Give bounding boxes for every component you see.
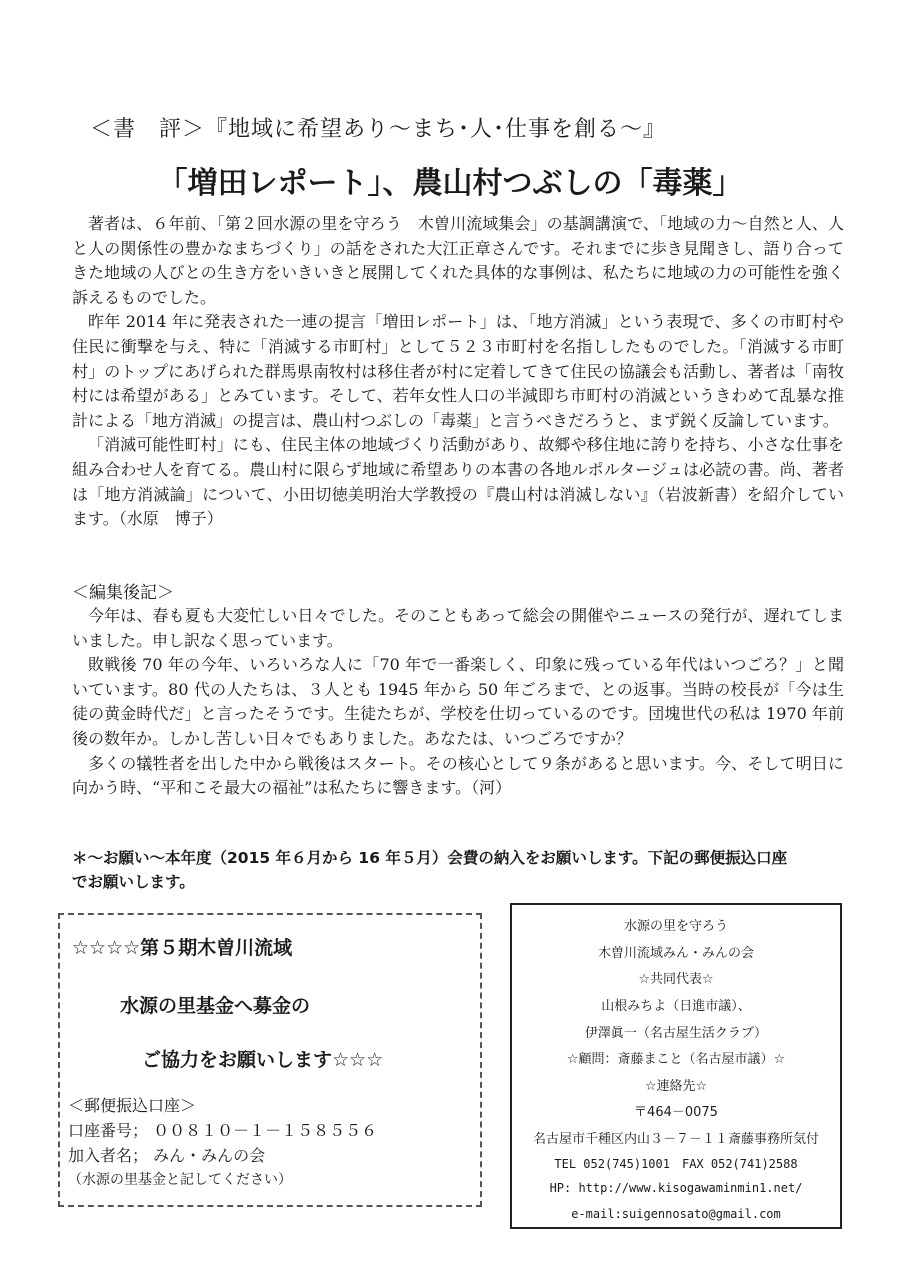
- org-name-line-1: 水源の里を守ろう: [623, 919, 728, 934]
- editor-paragraph: 敗戦後 70 年の今年、いろいろな人に「70 年で一番楽しく、印象に残っている年代はいつごろ？」と聞いています。80 代の人たちは、３人とも 1945 年から 50 年ごろまで、との返事。当時の校長が「今は生徒の黄金時代だ」と言ったそうです。生徒たちが、学校を仕切っているのです。団塊世代の私は 1970 年前後の数年か。しかし苦しい日々でもありました。あなたは、いつごろですか？: [72, 655, 844, 748]
- account-number-value: ００８１０－１－１５８５５６: [153, 1121, 378, 1140]
- fund-donation-box: [58, 913, 482, 1207]
- contact-heading: ☆連絡先☆: [644, 1079, 708, 1094]
- book-review-body: [72, 212, 844, 532]
- book-review-heading: ＜書 評＞『地域に希望あり～まち･人･仕事を創る～』: [90, 117, 667, 142]
- advisor-line: ☆顧問：斎藤まこと（名古屋市議）☆: [566, 1052, 786, 1067]
- org-name-line-2: 木曽川流域みん・みんの会: [597, 946, 754, 961]
- fund-title-line-1: ☆☆☆☆第５期木曽川流域: [72, 937, 293, 959]
- account-holder-label: 加入者名；: [68, 1146, 149, 1165]
- account-holder-row: [68, 1143, 468, 1168]
- fund-title-line-2: 水源の里基金へ募金の: [120, 995, 311, 1017]
- homepage-url: HP: http://www.kisogawaminmin1.net/: [549, 1181, 803, 1195]
- address: 名古屋市千種区内山３－７－１１斎藤事務所気付: [532, 1132, 819, 1147]
- representative-1: 山根みちよ（日進市議）、: [601, 999, 751, 1014]
- fund-title-line-3: ご協力をお願いします☆☆☆: [142, 1049, 384, 1071]
- account-number-row: [68, 1118, 468, 1143]
- phone-fax: TEL 052(745)1001 FAX 052(741)2588: [554, 1157, 798, 1171]
- request-line-1: ＊～お願い～本年度（2015 年６月から 16 年５月）会費の納入をお願いします。下記の郵便振込口座: [72, 849, 788, 867]
- email-address: e-mail:suigennosato@gmail.com: [571, 1207, 781, 1221]
- postal-heading: ＜郵便振込口座＞: [68, 1096, 197, 1115]
- review-paragraph: 著者は、６年前、「第２回水源の里を守ろう 木曽川流域集会」の基調講演で、「地域の力～自然と人、人と人の関係性の豊かなまちづくり」の話をされた大江正章さんです。それまでに歩き見聞きし、語り合ってきた地域の人びとの生き方をいきいきと展開してくれた具体的な事例は、私たちに地域の力の可能性を強く訴えるものでした。: [72, 214, 844, 307]
- transfer-note: （水源の里基金と記してください）: [68, 1172, 292, 1188]
- organization-contact-box: [510, 903, 842, 1229]
- account-number-label: 口座番号；: [68, 1121, 149, 1140]
- book-review-headline: 「増田レポート」、農山村つぶしの「毒薬」: [157, 166, 743, 201]
- account-holder-value: みん・みんの会: [153, 1146, 266, 1165]
- request-line-2: でお願いします。: [72, 873, 195, 891]
- review-paragraph: 昨年 2014 年に発表された一連の提言「増田レポート」は、「地方消滅」という表現で、多くの市町村や住民に衝撃を与え、特に「消滅する市町村」として５２３市町村を名指ししたものでした。「消滅する市町村」のトップにあげられた群馬県南牧村は移住者が村に定着してきて住民の協議会も活動し、著者は「南牧村には希望がある」とみています。そして、若年女性人口の半減即ち市町村の消滅というきわめて乱暴な推計による「地方消滅」の提言は、農山村つぶしの「毒薬」と言うべきだろうと、まず鋭く反論しています。: [72, 312, 844, 430]
- postal-code: 〒464－0075: [634, 1105, 718, 1120]
- representative-2: 伊澤眞一（名古屋生活クラブ）: [584, 1026, 768, 1041]
- co-representatives-heading: ☆共同代表☆: [638, 972, 714, 987]
- membership-fee-request: [72, 846, 852, 894]
- postal-transfer-info: [68, 1093, 468, 1193]
- editor-postscript-heading: ＜編集後記＞: [72, 583, 174, 603]
- editor-paragraph: 今年は、春も夏も大変忙しい日々でした。そのこともあって総会の開催やニュースの発行が、遅れてしまいました。申し訳なく思っています。: [72, 606, 844, 650]
- editor-paragraph: 多くの犠牲者を出した中から戦後はスタート。その核心として９条があると思います。今、そして明日に向かう時、“平和こそ最大の福祉”は私たちに響きます。（河）: [72, 753, 844, 798]
- review-paragraph: 「消滅可能性町村」にも、住民主体の地域づくり活動があり、故郷や移住地に誇りを持ち、小さな仕事を組み合わせ人を育てる。農山村に限らず地域に希望ありの本書の各地ルポルタージュは必読の書。尚、著者は「地方消滅論」について、小田切徳美明治大学教授の『農山村は消滅しない』（岩波新書）を紹介しています。（水原 博子）: [72, 435, 844, 529]
- editor-postscript-body: [72, 604, 844, 801]
